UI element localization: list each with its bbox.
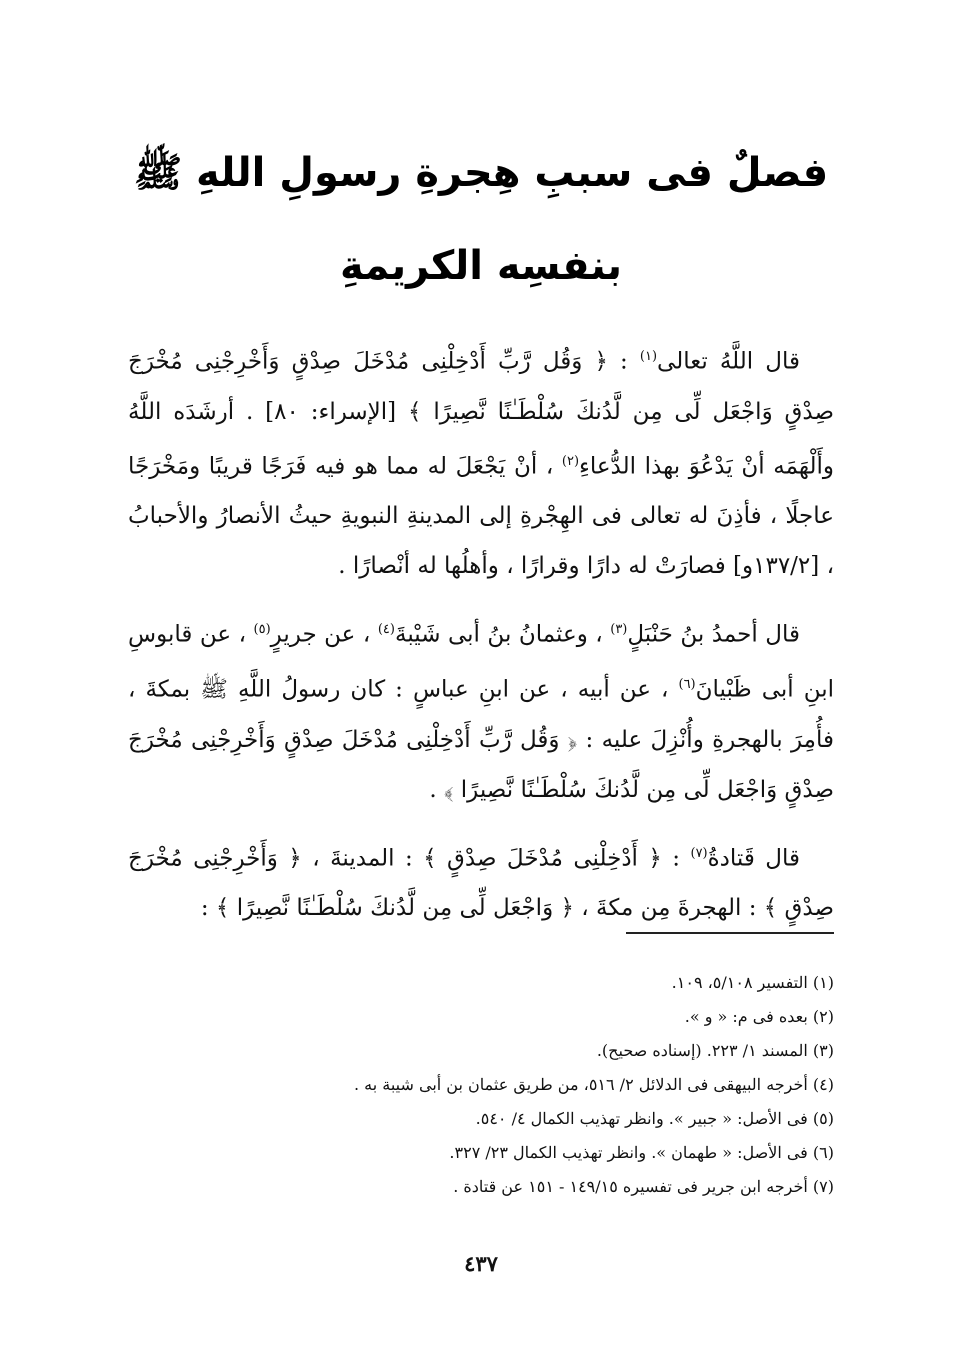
paragraph-text: ، عن أبيه ، عن ابنِ عباسٍ : كان رسولُ اللَّهِ ﷺ بمكةَ ، فأُمِرَ بالهجرةِ وأُنْزِلَ عليه : ﴿ وَقُل رَّبِّ أَدْخِلْنِى مُدْخَلَ صِدْقٍ وَأَخْرِجْنِى مُخْرَجَ صِدْقٍ وَاجْعَل لِّى مِن لَّدُنكَ سُلْطَـٰنًا نَّصِيرًا ﴾ .: [128, 676, 834, 803]
footnote-ref: (٤): [377, 622, 395, 638]
paragraph-text: ، وعثمانُ بنُ أبى شَيْبةَ: [394, 621, 611, 648]
chapter-title-line-1: فصلٌ فى سببِ هِجرةِ رسولِ اللهِ ﷺ: [133, 150, 829, 196]
paragraph-text: : ﴿ وَقُل رَّبِّ أَدْخِلْنِى مُدْخَلَ صِدْقٍ وَأَخْرِجْنِى مُخْرَجَ صِدْقٍ وَاجْعَل لِّى مِن لَّدُنكَ سُلْطَـٰنًا نَّصِيرًا ﴾ [الإسراء: ٨٠] . أرشَدَه اللَّهُ وأَلْهَمَه أنْ يَدْعُوَ بهذا الدُّعاءِ: [128, 348, 835, 480]
paragraph-text: قال قَتادةُ: [707, 845, 801, 872]
footnote: (٢) بعده فى م: « و ».: [684, 1007, 834, 1026]
footnote-ref: (٧): [690, 845, 708, 861]
footnote-ref: (١): [639, 349, 658, 364]
footnote: (٤) أخرجه البيهقى فى الدلائل ٢/ ٥١٦، من طريق عثمان بن أبى شيبة به .: [353, 1075, 834, 1094]
footnote-ref: (٢): [561, 453, 580, 469]
paragraph-text: ، عن قابوسِ ابنِ أبى ظَبْيانَ: [128, 621, 834, 703]
chapter-title-line-2: بنفسِه الكريمةِ: [340, 243, 622, 289]
footnote: (١) التفسير ٥/١٠٨، ١٠٩.: [671, 973, 834, 992]
footnote: (٣) المسند ١/ ٢٢٣. (إسناده صحيح).: [596, 1041, 834, 1060]
footnote-ref: (٦): [678, 676, 696, 692]
paragraph-text: : ﴿ أَدْخِلْنِى مُدْخَلَ صِدْقٍ ﴾ : المدينةَ ، ﴿ وَأَخْرِجْنِى مُخْرَجَ صِدْقٍ ﴾ : الهجرةَ مِن مكةَ ، ﴿ وَاجْعَل لِّى مِن لَّدُنكَ سُلْطَـٰنًا نَّصِيرًا ﴾ :: [128, 845, 834, 922]
footnote-ref: (٣): [610, 622, 628, 638]
main-text: [128, 332, 834, 947]
footnote: (٥) فى الأصل: « جبير ». وانظر تهذيب الكمال ٤/ ٥٤٠.: [475, 1109, 834, 1128]
paragraph-text: قال أحمدُ بنُ حَنْبَلٍ: [627, 621, 800, 648]
footnote-ref: (٥): [253, 622, 271, 638]
paragraph-2: [128, 605, 834, 814]
paragraph-3: [128, 829, 834, 934]
footnote-separator: [626, 932, 834, 934]
page-number: ٤٣٧: [464, 1251, 498, 1276]
footnotes: [128, 966, 834, 1204]
footnote: (٧) أخرجه ابن جرير فى تفسيره ١٤٩/١٥ - ١٥١ عن قتادة .: [453, 1177, 834, 1196]
footnote: (٦) فى الأصل: « طهمان ». وانظر تهذيب الكمال ٢٣/ ٣٢٧.: [449, 1143, 834, 1162]
paragraph-text: قال اللَّهُ تعالى: [657, 348, 800, 375]
paragraph-1: [128, 332, 834, 591]
paragraph-text: ، أنْ يَجْعَلَ له مما هو فيه فَرَجًا قريبًا ومَخْرَجًا عاجلًا ، فأذِنَ له تعالى فى الهِجْرةِ إلى المدينةِ النبويةِ حيثُ الأنصارُ والأحبابُ ، [١٣٧/٢و] فصارَتْ له دارًا وقرارًا ، وأهلُها له أنْصارًا .: [128, 453, 834, 580]
paragraph-text: ، عن جريرٍ: [270, 621, 378, 648]
